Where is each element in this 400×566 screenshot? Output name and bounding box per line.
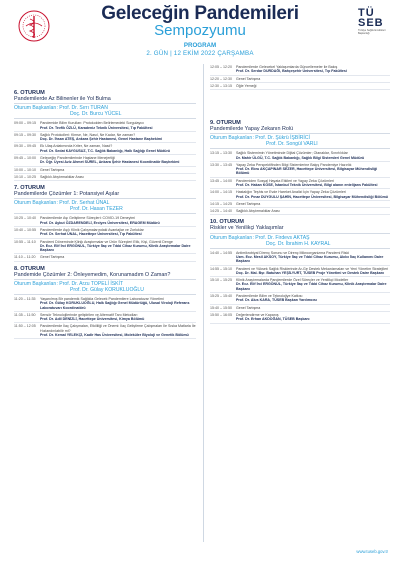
row-topic: Pandemilerde Aşılı Klinik Çalışmalarındaki Avantajlar ve Zorluklar (40, 227, 144, 232)
schedule-row (14, 167, 196, 174)
row-topic: Sağlıklı Atıştırmalıklar Arası (236, 209, 280, 214)
row-speaker: Prof. Dr. Kemal YELEKÇİ, Kadir Has Üniversitesi, Moleküler Biyoloji ve Genetik Bölümü (40, 333, 189, 338)
row-time: 14:25 – 14:40 (210, 209, 232, 214)
row-speaker: Prof. Dr. Serhat ÜNAL, Hacettepe Üniversitesi, Tıp Fakültesi (40, 232, 142, 237)
row-time: 10:10 – 10:25 (14, 174, 36, 179)
tuseb-logo-line1: TÜ (358, 7, 375, 19)
schedule-row (210, 305, 390, 312)
session-block (14, 266, 196, 340)
row-topic: Pandemiden Sosyal Hayata Etkileri ve Yapay Zeka Çözümleri (236, 178, 334, 183)
schedule-row (210, 250, 390, 266)
row-topic: Öğle Yemeği (236, 83, 257, 88)
program-label: PROGRAM (183, 42, 217, 49)
right-column (210, 118, 390, 328)
row-content (236, 179, 390, 188)
session-block (14, 185, 196, 262)
row-topic: Genel Tartışma (40, 167, 65, 172)
row-speaker: Prof. Dr. Adil DENİZLİ, Hacettepe Üniversitesi, Kimya Bölümü (40, 317, 145, 322)
row-content (236, 77, 390, 81)
schedule-row (210, 312, 390, 324)
session-number: 8. OTURUM (14, 265, 45, 272)
session-divider (14, 213, 196, 214)
row-topic: Pandemi ve Yüksek Sağlık Risklerinde Ar-Ge Destek Mekanizmaları ve Yeni Yönetim Stratejileri (236, 266, 389, 271)
row-time: 15:25 – 15:40 (210, 294, 232, 299)
row-speaker: Prof. Dr. Ebru AKÇAPINAR SEZER, Hacettepe Üniversitesi, Bilgisayar Mühendisliği Bölümü (236, 167, 378, 176)
session-block (210, 219, 390, 323)
schedule-row (14, 296, 196, 312)
row-speaker: Prof. Dr. Pınar DUYGULU ŞAHİN, Hacettepe Üniversitesi, Bilgisayar Mühendisliği Bölümü (236, 194, 388, 199)
row-topic: Pandemilerde Aşı Geliştirme Süreçleri: COVID-19 Deneyimi (40, 216, 136, 221)
row-topic: Pandemide Bilim Kurulları: Protokolden Belirlemedeki Sorgulayıcı (40, 121, 145, 126)
schedule-row (210, 277, 390, 293)
row-content (236, 306, 390, 310)
session-chair: Oturum Başkanları: Prof. Dr. Şükrü İŞBİRİCİ (210, 135, 310, 142)
row-content (40, 168, 196, 172)
schedule-row (210, 83, 390, 90)
row-time: 11:20 – 11:35 (14, 296, 36, 301)
row-topic: Genel Tartışma (236, 201, 261, 206)
row-time: 15:40 – 15:50 (210, 305, 232, 310)
row-topic: Geleceğin Pandemilerinde Hastane Menejerliği (40, 155, 115, 160)
session-chair: Oturum Başkanları: Prof. Dr. Firdevs AKTAŞ (210, 234, 310, 241)
row-time: 09:45 – 10:00 (14, 155, 36, 160)
row-speaker: Dr. Ecz. Elif İrci ERGÖNÜL, Türkiye İlaç ve Tıbbi Cihaz Kurumu, Klinik Araştırmalar Daire Başkanı (236, 282, 387, 291)
row-speaker: Doç. Dr. Mal. Bşr. Batuhan YEŞİLYURT, TÜSEB Proje Yönetimi ve Destek Daire Başkanı (236, 270, 384, 275)
row-topic: Genel Tartışma (40, 255, 65, 260)
row-topic: Değerlendirme ve Kapanış (236, 312, 279, 317)
row-time: 14:15 – 14:25 (210, 201, 232, 206)
row-speaker: Prof. Dr. Sedat KAYGUSUZ, T.C. Sağlık Bakanlığı, Halk Sağlığı Genel Müdürü (40, 148, 171, 153)
schedule-row (14, 215, 196, 227)
session-chair: Oturum Başkanları: Prof. Dr. Sırrı TURAN (14, 105, 108, 112)
row-content (236, 84, 390, 88)
row-time: 14:40 – 14:55 (210, 250, 232, 255)
row-time: 09:15 – 09:30 (14, 132, 36, 137)
row-speaker: Uzm. Ecz. Mesil AKSOY, Türkiye İlaç ve Tıbbi Cihaz Kurumu, Akılcı İlaç Kullanımı Daire Başkanı (236, 254, 384, 264)
session-chair: Oturum Başkanları: Prof. Dr. Arzu TOPELİ İSKİT (14, 280, 124, 287)
date-line: 2. GÜN | 12 EKİM 2022 ÇARŞAMBA (146, 50, 254, 57)
row-speaker: Prof. Dr. Gülay KORUKLUOĞLU, Halk Sağlığı Genel Müdürlüğü, Ulusal Viroloji Referans Laboratuvarı Koordinatörü (40, 301, 190, 310)
session-number: 10. OTURUM (210, 219, 244, 226)
row-topic: Klinik Araştırmalarda Pandemilerde Özel Süreçler ve Yenilikçi Modeller (236, 278, 349, 283)
session-divider (14, 294, 196, 295)
footer-url[interactable]: www.tuseb.gov.tr (356, 549, 388, 554)
row-topic: Pandemilerde Bilim ve Teknolojiye Katkısı (236, 294, 303, 299)
row-speaker: Dr. Öğr. Üyesi Aziz Ahmet SÜREL, Ankara Şehir Hastanesi Koordinatör Başhekimi (40, 160, 180, 165)
tuseb-logo-caption: Türkiye Sağlık Enstitüleri Başkanlığı (358, 29, 386, 35)
row-time: 11:35 – 11:50 (14, 312, 36, 317)
session-chair-second: Doç. Dr. İbrahim H. KAYRAL (266, 240, 331, 247)
row-topic: Pandemilerde İlaç Çalışmaları, Etkililiği ve Önemi: İlaç Geliştirme Çalışmaları İle Sıska Matlarla İle Hızlandırılabilir mi? (40, 324, 196, 333)
row-time: 10:40 – 10:55 (14, 227, 36, 232)
schedule-row (14, 174, 196, 181)
row-topic: Sağlık Protokolleri: Kimse, Ne, Nasıl, Ne Kadar, Ne zaman? (40, 132, 136, 137)
session-divider (210, 248, 390, 249)
session-title: Pandemilerde Yapay Zekanın Rolü (210, 126, 294, 132)
schedule-row (210, 178, 390, 190)
row-time: 15:50 – 16:05 (210, 312, 232, 317)
row-time: 11:50 – 12:05 (14, 324, 36, 329)
row-content (40, 121, 196, 130)
session-title: Pandemide Çözümler 2: Önleyemedim, Korunamadım O Zaman? (14, 271, 171, 278)
row-topic: Pandemi Döneminde Klinik Araştırmalar ve Ürün Süreçleri Etik, Kişi, Güvenli Denge (40, 239, 173, 244)
row-time: 11:10 – 11:20 (14, 255, 36, 260)
row-time: 13:30 – 13:45 (210, 162, 232, 167)
schedule-row (210, 64, 390, 76)
row-time: 10:55 – 11:10 (14, 239, 36, 244)
row-content (236, 190, 390, 199)
row-content (40, 297, 196, 310)
row-time: 14:00 – 14:15 (210, 190, 232, 195)
row-speaker: Dr. Mahir ÜLGÜ, T.C. Sağlık Bakanlığı, Sağlık Bilgi Sistemleri Genel Müdürü (236, 155, 365, 160)
row-content (236, 313, 390, 322)
tuseb-logo-line2: SEB (358, 17, 384, 29)
row-speaker: Prof. Dr. Alus KARA, TÜSEB Başkan Yardımcısı (236, 298, 317, 303)
session-number: 6. OTURUM (14, 90, 45, 96)
session-number: 7. OTURUM (14, 185, 45, 192)
row-time: 12:05 – 12:20 (210, 65, 232, 69)
row-speaker: Prof. Dr. Hakan KÖSE, İstanbul Teknik Üniversitesi, Bilgi alanın entelijans Fakültesi (236, 182, 378, 187)
row-content (40, 216, 196, 225)
page-title: Geleceğin Pandemileri (101, 3, 299, 24)
session-divider (14, 103, 196, 104)
row-content (236, 267, 390, 276)
row-content (40, 133, 196, 142)
row-speaker: Dr. Ecz. Elif İrci ERGÖNÜL, Türkiye İlaç ve Tıbbi Cihaz Kurumu, Klinik Araştırmalar Daire Başkanı (40, 243, 191, 253)
schedule-row (210, 293, 390, 305)
row-time: 10:00 – 10:10 (14, 167, 36, 172)
row-content (40, 313, 196, 322)
row-topic: Sağlık Sistemimin Yönetiminde Dijital Çözümler; Olanaklar, Sınırlılıklar (236, 151, 348, 156)
row-speaker: Prof. Dr. Serdar DURDAĞI, Bahçeşehir Üniversitesi, Tıp Fakültesi (236, 69, 347, 74)
row-topic: Yapay Zeka Perspektifinden Bilgi Sistemlerine Bakış Pandemiye Hazırlık (236, 162, 352, 167)
row-content (236, 163, 390, 176)
row-time: 09:30 – 09:45 (14, 144, 36, 149)
session-chair-second: Prof. Dr. Gülay KORUKLUOĞLU (70, 286, 144, 293)
schedule-row (210, 266, 390, 278)
row-topic: Genel Tartışma (236, 76, 261, 81)
schedule-row (14, 120, 196, 132)
schedule-row (14, 227, 196, 239)
row-topic: Yaşanılmış Bir pandemik Sağlıkla Gelecek Pandemilere Laboratuvar Yönetimi (40, 296, 164, 301)
row-content (236, 209, 390, 213)
column-divider (203, 64, 204, 542)
right-top-rows (210, 64, 390, 90)
schedule-row (14, 155, 196, 167)
schedule-row (14, 323, 196, 339)
schedule-row (14, 132, 196, 144)
row-topic: Hastalığın Teşhis ve Evde Hareket Analizi İçin Yapay Zeka Çözümleri (236, 190, 346, 195)
session-chair: Oturum Başkanları: Prof. Dr. Serhat ÜNAL (14, 200, 110, 207)
row-speaker: Prof. Dr. Erhan AKDOĞAN, TÜSEB Başkanı (236, 317, 310, 322)
row-time: 12:20 – 12:30 (210, 76, 232, 81)
row-topic: Sensör Teknolojilerinde geliştirilen ve Alternatif Tanı Metodları (40, 312, 138, 317)
row-time: 15:10 – 15:25 (210, 278, 232, 283)
row-content (236, 278, 390, 291)
schedule-row (14, 254, 196, 261)
row-content (40, 324, 196, 337)
schedule-row (210, 76, 390, 83)
schedule-row (210, 162, 390, 178)
row-topic: Pandemilerde Gelecekel Yaklaşımlarda Güncellemeler ile Bakış (236, 65, 338, 69)
row-content (40, 156, 196, 165)
row-content (40, 255, 196, 259)
schedule-row (210, 150, 390, 162)
schedule-row (210, 208, 390, 215)
row-time: 13:15 – 13:30 (210, 151, 232, 156)
session-title: Pandemilerde Az Bilinenler ile Yol Bulma (14, 96, 111, 102)
row-content (236, 251, 390, 264)
session-divider (14, 279, 196, 280)
session-block (14, 90, 196, 181)
schedule-row (14, 312, 196, 324)
row-content (236, 202, 390, 206)
row-speaker: Prof. Dr. Aykut ÖZDARENDELİ, Erciyes Üniversitesi, ERAGEM Müdürü (40, 220, 160, 225)
row-content (40, 228, 196, 237)
row-topic: Ek Ulaş Anlatımında Kriter, Ne zaman, Nasıl? (40, 144, 113, 149)
row-time: 12:30 – 13:15 (210, 83, 232, 88)
session-chair-second: Doç. Dr. Burcu YÜCEL (70, 111, 122, 118)
row-content (40, 240, 196, 253)
schedule-row (14, 239, 196, 255)
session-title: Riskler ve Yenilikçi Yaklaşımlar (210, 225, 284, 232)
session-title: Pandemilerde Çözümler 1: Potansiyel Aşılar (14, 191, 120, 198)
row-time: 13:45 – 14:00 (210, 178, 232, 183)
row-content (236, 151, 390, 160)
row-speaker: Prof. Dr. Tevfik ÖZLÜ, Karadeniz Teknik Üniversitesi, Tıp Fakültesi (40, 125, 153, 130)
schedule-row (210, 201, 390, 208)
row-content (236, 294, 390, 303)
row-topic: Sağlıklı Atıştırmalıklar Arası (40, 174, 84, 179)
session-chair-second: Prof. Dr. Hasan TEZER (70, 206, 123, 213)
page-subtitle: Sempozyumu (154, 22, 246, 39)
schedule-row (14, 143, 196, 155)
session-divider (210, 148, 390, 149)
row-speaker: Doç. Dr. İhsan ATEŞ, Ankara Şehir Hastanesi, Genel Hastane Başhekimi (40, 137, 163, 142)
row-content (40, 144, 196, 153)
row-time: 14:55 – 15:10 (210, 266, 232, 271)
session-block (210, 120, 390, 215)
session-divider (210, 233, 390, 234)
session-chair-second: Prof. Dr. Songül VARLI (266, 141, 318, 148)
row-time: 10:25 – 10:40 (14, 216, 36, 221)
row-time: 09:00 – 09:15 (14, 121, 36, 126)
row-content (40, 175, 196, 179)
schedule-row (210, 189, 390, 201)
session-number: 9. OTURUM (210, 120, 241, 126)
session-divider (14, 118, 196, 119)
row-topic: Antimikrobiyal Direnç Sorunu ve Direnç Mikroorganizma Pandemi Riski (236, 250, 350, 255)
left-column (14, 88, 196, 343)
row-content (236, 65, 390, 74)
row-topic: Genel Tartışma (236, 305, 261, 310)
